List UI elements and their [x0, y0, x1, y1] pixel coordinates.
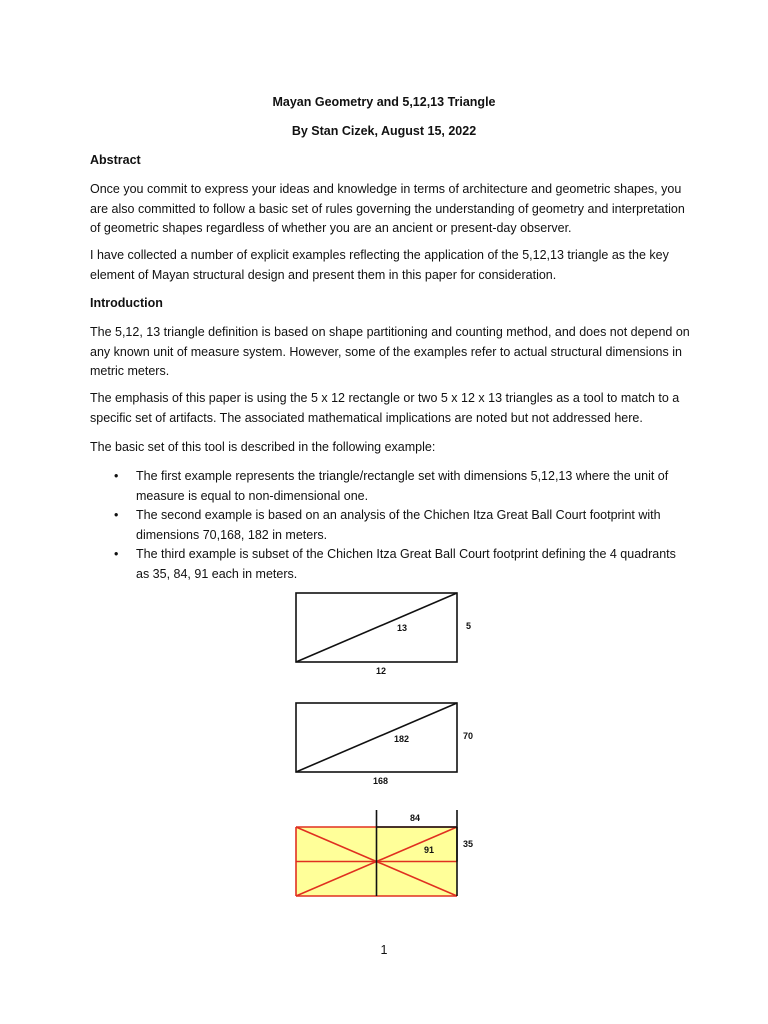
paper-title: Mayan Geometry and 5,12,13 Triangle: [272, 95, 496, 109]
diagonal-label: 182: [394, 734, 410, 744]
bullet-icon: •: [114, 469, 119, 483]
figure-5-12-13: [280, 588, 500, 680]
top-label: 84: [410, 813, 421, 823]
introduction-paragraph-2: The emphasis of this paper is using the 5 x 12 rectangle or two 5 x 12 x 13 triangles as a tool to match to a specific set of artifacts. The associated mathematical implications are noted but not addressed here.: [90, 391, 680, 425]
list-item-text: The first example represents the triangle/rectangle set with dimensions 5,12,13 where the unit of measure is equal to non-dimensional one.: [136, 469, 669, 503]
side-label: 70: [463, 731, 474, 741]
bullet-icon: •: [114, 547, 119, 561]
list-item-text: The second example is based on an analysis of the Chichen Itza Great Ball Court footprint with dimensions 70,168, 182 in meters.: [136, 508, 661, 542]
side-label: 5: [466, 621, 472, 631]
figure-70-168-182: [280, 698, 500, 790]
example-list: [90, 467, 690, 584]
diagonal-label: 13: [397, 623, 408, 633]
diagonal-line: [296, 703, 457, 772]
abstract-heading: Abstract: [90, 153, 141, 167]
introduction-paragraph-1: The 5,12, 13 triangle definition is based on shape partitioning and counting method, and does not depend on any known unit of measure system. However, some of the examples refer to actual structural dimensions in metric meters.: [90, 325, 690, 378]
list-item: [90, 545, 690, 584]
introduction-paragraph-3: The basic set of this tool is described in the following example:: [90, 440, 436, 454]
page-number: 1: [380, 943, 388, 957]
diagonal-line: [296, 593, 457, 662]
bottom-label: 12: [376, 666, 387, 676]
diagonal-label: 91: [424, 845, 435, 855]
bottom-label: 168: [373, 776, 389, 786]
list-item-text: The third example is subset of the Chichen Itza Great Ball Court footprint defining the 4 quadrants as 35, 84, 91 each in meters.: [136, 547, 676, 581]
side-label: 35: [463, 839, 474, 849]
abstract-paragraph-1: Once you commit to express your ideas and knowledge in terms of architecture and geometric shapes, you are also committed to follow a basic set of rules governing the understanding of geometry and interpretation of geometric shapes regardless of whether you are an ancient or present-day observer.: [90, 182, 685, 235]
list-item: [90, 506, 690, 545]
introduction-heading: Introduction: [90, 296, 163, 310]
paper-byline: By Stan Cizek, August 15, 2022: [291, 124, 477, 138]
abstract-paragraph-2: I have collected a number of explicit examples reflecting the application of the 5,12,13 triangle as the key element of Mayan structural design and present them in this paper for consideration.: [90, 248, 669, 282]
list-item: [90, 467, 690, 506]
figure-quadrants: [280, 810, 500, 900]
bullet-icon: •: [114, 508, 119, 522]
